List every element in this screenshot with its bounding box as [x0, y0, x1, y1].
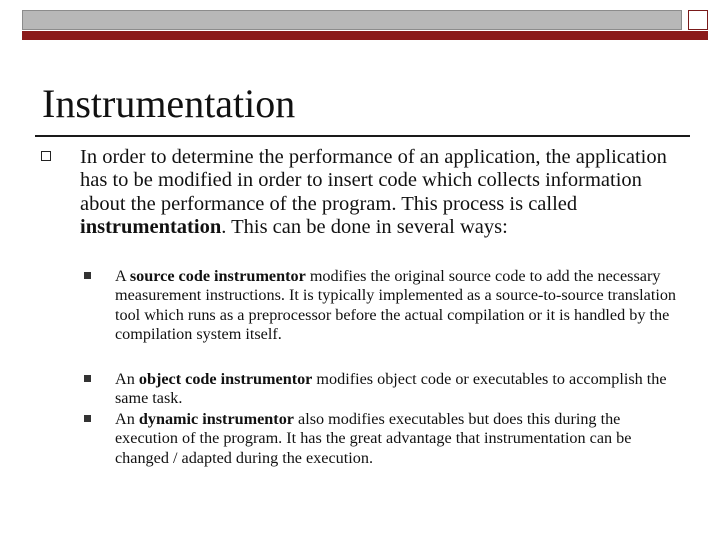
main-bullet-text [80, 146, 670, 240]
sub-bullet-bold: source code instrumentor [129, 267, 306, 285]
sub-bullet-prefix: A [115, 267, 130, 285]
sub-bullet-prefix: An [115, 410, 139, 428]
top-bar-red [22, 31, 708, 40]
main-bullet-text-start: In order to determine the performance of an application, the application has to be modified in order to insert code which collects information about the performance of the program. This process is called [80, 146, 667, 215]
hollow-square-bullet-icon [41, 151, 51, 161]
top-bar-square [688, 10, 708, 30]
sub-bullet-rest: modifies object code or executables to accomplish the same task. [115, 370, 667, 408]
sub-bullet-rest: modifies the original source code to add the necessary measurement instructions. It is typically implemented as a source-to-source translation tool which runs as a preprocessor before the actual compilation or it is handled by the compilation system itself. [115, 267, 677, 343]
sub-bullet-dynamic [115, 410, 685, 468]
square-bullet-icon [84, 415, 91, 422]
sub-bullet-object-code [115, 370, 685, 409]
sub-bullet-prefix: An [115, 370, 139, 388]
square-bullet-icon [84, 375, 91, 382]
top-bar-gray [22, 10, 682, 30]
main-bullet-text-end: . This can be done in several ways: [221, 216, 508, 239]
slide-title: Instrumentation [42, 81, 296, 126]
square-bullet-icon [84, 272, 91, 279]
title-divider [35, 135, 690, 137]
main-bullet-bold: instrumentation [80, 216, 222, 239]
sub-bullet-rest: also modifies executables but does this during the execution of the program. It has the great advantage that instrumentation can be changed / adapted during the execution. [115, 410, 632, 467]
sub-bullet-bold: dynamic instrumentor [138, 410, 294, 428]
sub-bullet-bold: object code instrumentor [138, 370, 313, 388]
sub-bullet-source-code [115, 267, 685, 344]
